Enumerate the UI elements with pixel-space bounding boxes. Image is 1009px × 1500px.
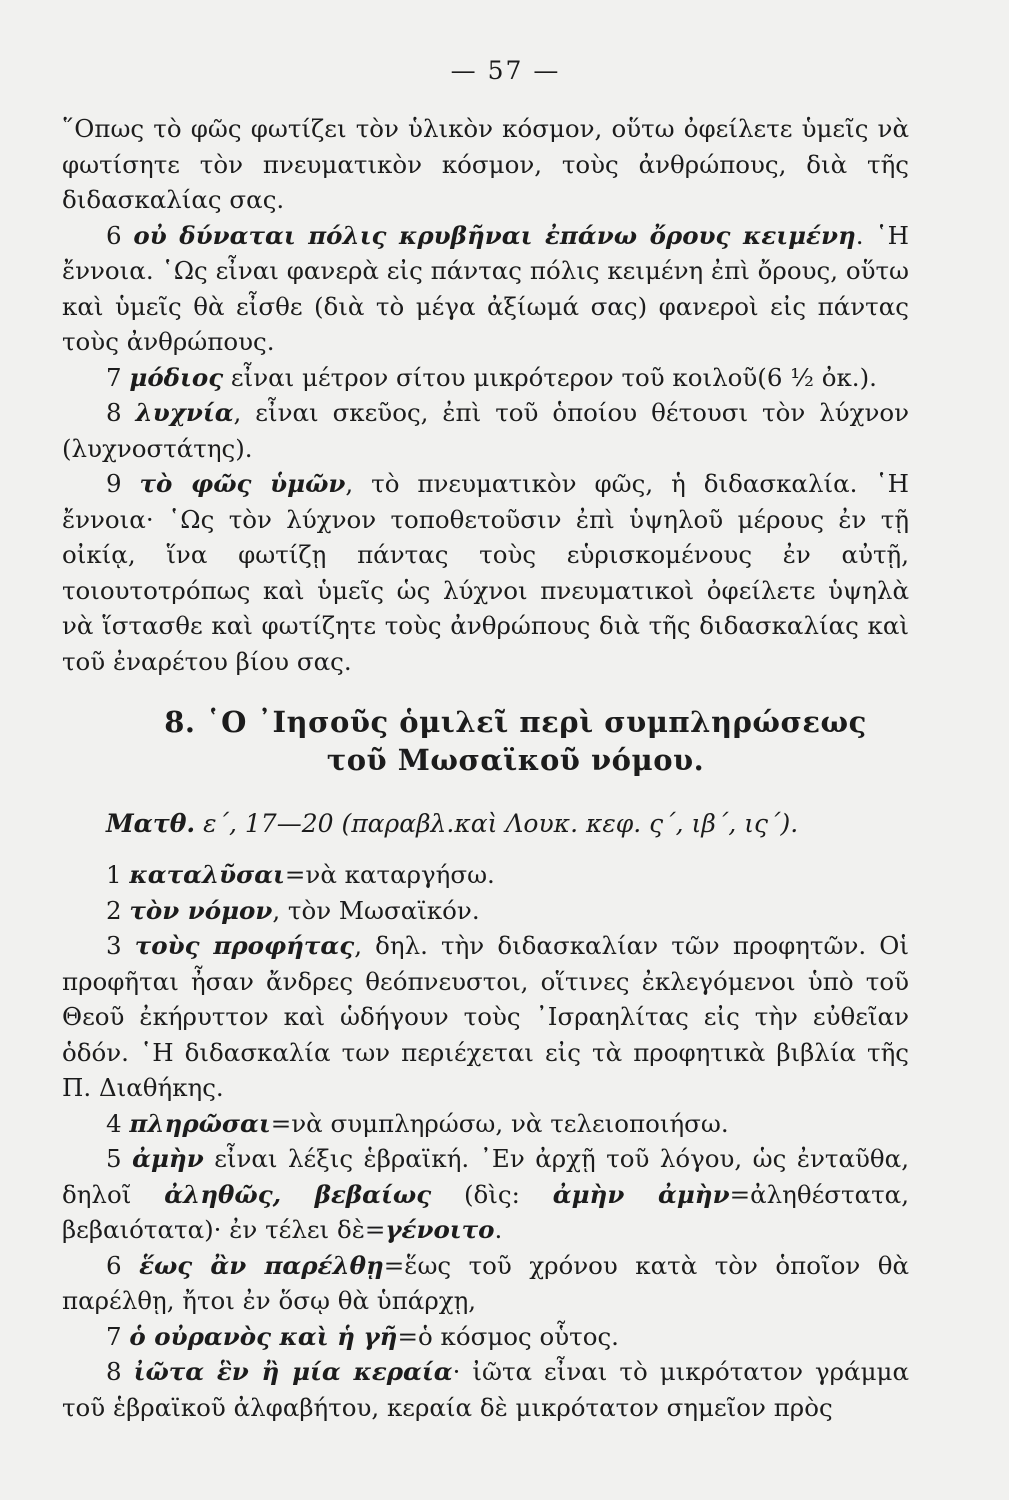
note-text: . ῾Η ἔννοια. ῾Ως εἶναι φανερὰ εἰς πάντας πόλις κειμένη ἐπὶ ὄρους, οὕτω καὶ ὑμεῖς θὰ εἶσθε (διὰ τὸ μέγα ἀξίωμά σας) φανεροὶ εἰς πάντας τοὺς ἀνθρώπους. — [62, 220, 909, 356]
note-number: 8 — [106, 1357, 122, 1386]
note-number: 2 — [106, 895, 122, 925]
note-term: μόδιος — [129, 362, 224, 392]
note-text: =ὁ κόσμος οὗτος. — [397, 1321, 619, 1351]
note-term: τὸν νόμον — [129, 895, 273, 925]
note-paragraph — [62, 928, 909, 1106]
note-number: 6 — [106, 220, 122, 250]
note-term: τοὺς προφήτας — [134, 931, 355, 960]
note-text: =νὰ καταργήσω. — [284, 860, 495, 889]
note-text: =ἕως τοῦ χρόνου κατὰ τὸν ὁποῖον θὰ παρέλθῃ, ἤτοι ἐν ὅσῳ θὰ ὑπάρχῃ, — [62, 1250, 909, 1315]
page-number: — 57 — — [450, 56, 561, 85]
note-paragraph — [62, 218, 909, 360]
note-paragraph — [62, 1354, 909, 1425]
note-text: , δηλ. τὴν διδασκαλίαν τῶν προφητῶν. Οἱ προφῆται ἦσαν ἄνδρες θεόπνευστοι, οἵτινες ἐκλεγόμενοι ὑπὸ τοῦ Θεοῦ ἐκήρυττον καὶ ὡδήγουν τοὺς ᾿Ισραηλίτας εἰς τὴν εὐθεῖαν ὁδόν. ῾Η διδασκαλία των περιέχεται εἰς τὰ προφητικὰ βιβλία τῆς Π. Διαθήκης. — [62, 931, 909, 1102]
note-text: , τὸ πνευματικὸν φῶς, ἡ διδασκαλία. ῾Η ἔννοια· ῾Ως τὸν λύχνον τοποθετοῦσιν ἐπὶ ὑψηλοῦ μέρους ἐν τῇ οἰκίᾳ, ἵνα φωτίζῃ πάντας τοὺς εὑρισκομένους ἐν αὐτῇ, τοιουτοτρόπως καὶ ὑμεῖς ὡς λύχνοι πνευματικοὶ ὀφείλετε ὑψηλὰ νὰ ἵστασθε καὶ φωτίζητε τοὺς ἀνθρώπους διὰ τῆς διδασκαλίας καὶ τοῦ ἐναρέτου βίου σας. — [62, 469, 909, 676]
note-term: πληρῶσαι — [129, 1108, 271, 1138]
note-paragraph — [62, 360, 909, 396]
note-term: ἰῶτα ἓν ἢ μία κεραία — [133, 1357, 453, 1386]
note-term: ὁ οὐρανὸς καὶ ἡ γῆ — [129, 1321, 398, 1351]
note-number: 5 — [106, 1144, 122, 1173]
note-text: · ἰῶτα εἶναι τὸ μικρότατον γράμμα τοῦ ἑβραϊκοῦ ἀλφαβήτου, κεραία δὲ μικρότατον σημεῖον πρὸς — [62, 1357, 909, 1422]
note-term: ἀμὴν — [132, 1144, 204, 1173]
note-term: καταλῦσαι — [129, 860, 285, 889]
note-paragraph — [62, 1319, 909, 1355]
note-number: 6 — [106, 1250, 122, 1280]
paragraph-text: ῞Οπως τὸ φῶς φωτίζει τὸν ὑλικὸν κόσμον, οὕτω ὀφείλετε ὑμεῖς νὰ φωτίσητε τὸν πνευματικὸν κόσμον, τοὺς ἀνθρώπους, διὰ τῆς διδασκαλίας σας. — [62, 114, 909, 214]
note-number: 8 — [106, 398, 122, 427]
note-number: 4 — [106, 1108, 122, 1138]
note-number: 7 — [106, 362, 122, 392]
note-number: 7 — [106, 1321, 122, 1351]
note-text: =ἀληθέστατα, βεβαιότατα)· ἐν τέλει δὲ= — [62, 1179, 910, 1244]
note-paragraph — [62, 395, 909, 466]
note-paragraph — [62, 1248, 909, 1319]
note-term: λυχνία — [135, 398, 234, 427]
note-paragraph — [62, 1106, 909, 1142]
note-paragraph — [62, 1141, 909, 1248]
note-term: τὸ φῶς ὑμῶν — [139, 469, 346, 498]
scripture-reference — [62, 807, 909, 841]
note-term: γένοιτο — [385, 1215, 495, 1244]
section-title-line: τοῦ Μωσαϊκοῦ νόμου. — [326, 743, 705, 777]
note-term: ἀληθῶς, βεβαίως — [164, 1179, 432, 1209]
note-text: εἶναι μέτρον σίτου μικρότερον τοῦ κοιλοῦ(6 ½ ὀκ.). — [223, 362, 877, 392]
note-number: 3 — [106, 931, 122, 960]
note-text: εἶναι λέξις ἑβραϊκή. ᾿Εν ἀρχῇ τοῦ λόγου, ὡς ἐνταῦθα, δηλοῖ — [62, 1144, 909, 1209]
note-text: , εἶναι σκεῦος, ἐπὶ τοῦ ὁποίου θέτουσι τὸν λύχνον (λυχνοστάτης). — [62, 398, 909, 463]
section-title — [62, 703, 909, 779]
section-title-line: 8. ῾Ο ᾿Ιησοῦς ὁμιλεῖ περὶ συμπληρώσεως — [164, 705, 867, 739]
note-number: 1 — [106, 860, 122, 889]
note-text: (δὶς: — [431, 1179, 553, 1209]
reference-detail: ε΄, 17—20 (παραβλ.καὶ Λουκ. κεφ. ς΄, ιβ΄, ις΄). — [195, 809, 799, 838]
note-text: , τὸν Μωσαϊκόν. — [272, 895, 480, 925]
note-text: =νὰ συμπληρώσω, νὰ τελειοποιήσω. — [270, 1108, 729, 1138]
note-paragraph — [62, 857, 909, 893]
note-text: . — [494, 1215, 503, 1244]
note-term: ἕως ἂν παρέλθῃ — [139, 1250, 384, 1280]
note-term: ἀμὴν ἀμὴν — [552, 1179, 730, 1209]
note-paragraph — [62, 893, 909, 929]
note-paragraph — [62, 466, 909, 679]
note-number: 9 — [106, 469, 122, 498]
note-term: οὐ δύναται πόλις κρυβῆναι ἐπάνω ὄρους κειμένη — [133, 220, 856, 250]
intro-paragraph — [62, 111, 909, 218]
reference-book: Ματθ. — [106, 809, 196, 838]
